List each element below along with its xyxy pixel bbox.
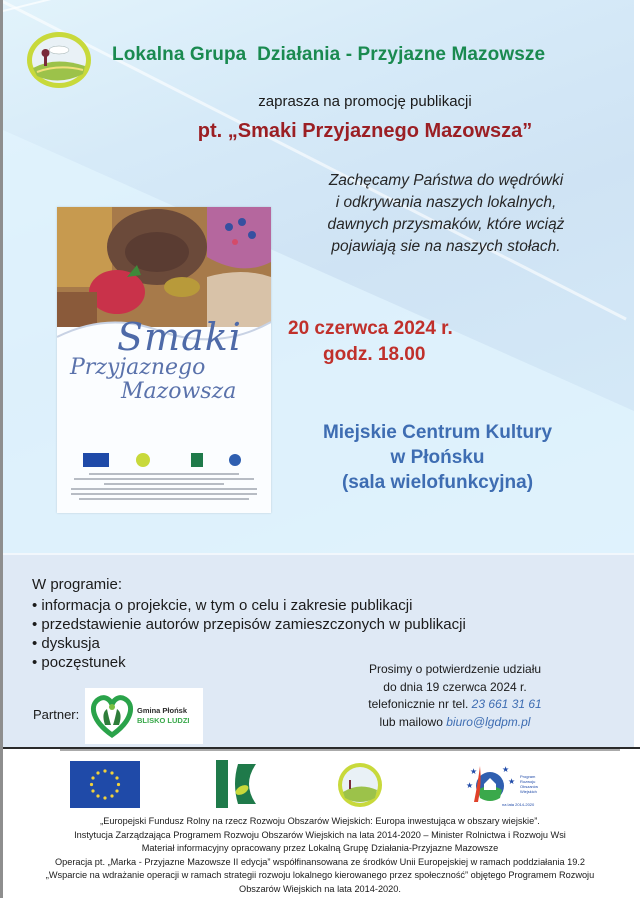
- svg-text:★: ★: [466, 781, 474, 790]
- event-time: godz. 18.00: [323, 344, 426, 365]
- invite-text: zaprasza na promocję publikacji: [258, 93, 472, 110]
- cover-title-line1: Smaki: [117, 315, 242, 359]
- partner-logo: [85, 688, 203, 744]
- lgd-logo-icon: [337, 762, 383, 808]
- eu-flag-icon: [70, 761, 140, 808]
- footer-line: Operacja pt. „Marka - Przyjazne Mazowsze II edycja” współfinansowana ze środków Unii Europejskiej w ramach poddziałania 19.2: [54, 856, 586, 867]
- rsvp-phone-label: telefonicznie nr tel.: [368, 697, 472, 711]
- cover-title-line3: Mazowsza: [121, 379, 237, 404]
- footer-divider: [60, 749, 620, 751]
- footer-line: Materiał informacyjny opracowany przez Lokalną Grupę Działania-Przyjazne Mazowsze: [141, 843, 499, 853]
- svg-text:★: ★: [508, 777, 516, 786]
- prow-logo-icon: [462, 762, 550, 810]
- svg-text:na lata 2014-2020: na lata 2014-2020: [502, 802, 535, 807]
- svg-text:Program: Program: [520, 774, 536, 779]
- venue-line: Miejskie Centrum Kultury: [322, 422, 553, 443]
- rsvp-email-line: [360, 714, 550, 732]
- svg-text:★: ★: [470, 767, 478, 776]
- intro-paragraph: [300, 170, 592, 258]
- venue-line: (sala wielofunkcyjna): [341, 472, 534, 493]
- event-venue: [290, 420, 585, 495]
- program-heading: W programie:: [32, 576, 123, 593]
- partner-tagline: BLISKO LUDZI: [137, 716, 190, 725]
- right-edge: [634, 0, 640, 750]
- rsvp-email-label: lub mailowo: [379, 714, 447, 729]
- program-item: • przedstawienie autorów przepisów zamieszczonych w publikacji: [32, 615, 466, 634]
- rsvp-info: [360, 661, 550, 731]
- phone-link[interactable]: 23 661 31 61: [471, 697, 542, 711]
- email-link[interactable]: biuro@lgdpm.pl: [446, 714, 531, 729]
- program-item: • poczęstunek: [32, 653, 466, 672]
- svg-text:Wiejskich: Wiejskich: [520, 789, 537, 794]
- svg-text:Obszarów: Obszarów: [520, 784, 539, 789]
- partner-label: Partner:: [33, 707, 80, 722]
- svg-text:★: ★: [502, 765, 510, 774]
- svg-text:LEADER: LEADER: [229, 764, 236, 793]
- footer-line: „Europejski Fundusz Rolny na rzecz Rozwoju Obszarów Wiejskich: Europa inwestująca w obszary wiejskie”.: [100, 816, 540, 826]
- cover-logos: [83, 452, 253, 468]
- event-date: 20 czerwca 2024 r.: [288, 318, 453, 339]
- intro-line: Zachęcamy Państwa do wędrówki: [328, 172, 564, 189]
- intro-line: pojawiają sie na naszych stołach.: [331, 238, 561, 255]
- leader-logo-icon: [216, 760, 266, 808]
- venue-line: w Płońsku: [390, 447, 485, 468]
- footer-line: Instytucja Zarządzająca Programem Rozwoju Obszarów Wiejskich na lata 2014-2020 – Minister Rolnictwa i Rozwoju Wsi: [74, 829, 566, 840]
- publication-title: pt. „Smaki Przyjaznego Mazowsza”: [197, 120, 533, 142]
- heart-leaf-icon: [87, 691, 137, 741]
- bg-diagonal-line: [3, 0, 634, 22]
- program-item: • dyskusja: [32, 634, 466, 653]
- intro-line: i odkrywania naszych lokalnych,: [335, 194, 557, 211]
- footer-legal-text: [0, 815, 640, 896]
- rsvp-line: Prosimy o potwierdzenie udziału: [368, 662, 542, 676]
- cover-fine-print: [71, 473, 257, 503]
- book-cover-image: [57, 207, 271, 513]
- program-item: • informacja o projekcie, w tym o celu i zakresie publikacji: [32, 596, 466, 615]
- rsvp-phone-line: [360, 696, 550, 714]
- org-title: Lokalna Grupa Działania - Przyjazne Mazowsze: [112, 44, 546, 65]
- cover-title-line2: Przyjaznego: [70, 355, 206, 380]
- lgd-logo-icon: [25, 30, 93, 90]
- footer-line: Obszarów Wiejskich na lata 2014-2020.: [239, 883, 401, 894]
- intro-line: dawnych przysmaków, które wciąż: [327, 216, 565, 233]
- footer-line: „Wsparcie na wdrażanie operacji w ramach strategii rozwoju lokalnego kierowanego przez społeczność” objętego Programem Rozwoju: [45, 870, 595, 880]
- svg-text:Rozwoju: Rozwoju: [520, 779, 536, 784]
- rsvp-deadline: do dnia 19 czerwca 2024 r.: [383, 679, 527, 694]
- partner-name: Gmina Płońsk: [137, 706, 188, 715]
